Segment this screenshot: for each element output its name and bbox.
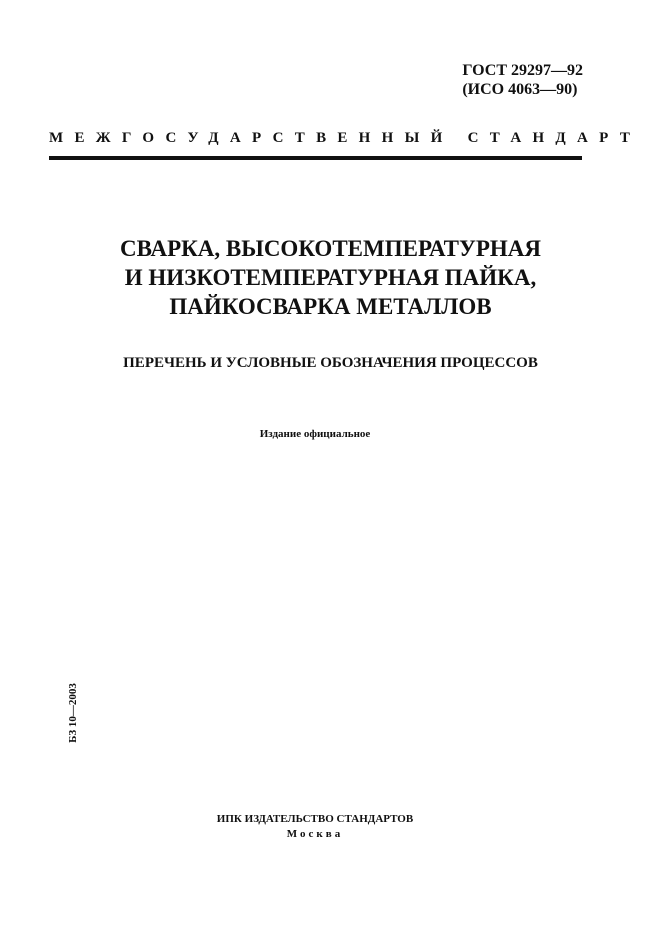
- document-subtitle: ПЕРЕЧЕНЬ И УСЛОВНЫЕ ОБОЗНАЧЕНИЯ ПРОЦЕССОВ: [123, 355, 538, 371]
- document-title: [0, 234, 661, 321]
- title-line-2: И НИЗКОТЕМПЕРАТУРНАЯ ПАЙКА,: [124, 265, 537, 290]
- standard-type-heading: [49, 130, 642, 147]
- side-code: БЗ 10—2003: [67, 683, 79, 743]
- document-number: [462, 61, 583, 99]
- gost-number: ГОСТ 29297—92: [462, 62, 583, 79]
- title-line-1: СВАРКА, ВЫСОКОТЕМПЕРАТУРНАЯ: [119, 236, 542, 261]
- publisher-city: Москва: [286, 828, 344, 840]
- header-divider: [49, 156, 582, 160]
- standard-type-word-2: СТАНДАРТ: [467, 130, 642, 146]
- title-line-3: ПАЙКОСВАРКА МЕТАЛЛОВ: [169, 294, 492, 319]
- publisher-block: [0, 812, 630, 842]
- standard-type-word-1: МЕЖГОСУДАРСТВЕННЫЙ: [49, 130, 454, 146]
- iso-number: (ИСО 4063—90): [462, 81, 578, 98]
- publisher-name: ИПК ИЗДАТЕЛЬСТВО СТАНДАРТОВ: [216, 813, 414, 825]
- edition-note: Издание официальное: [259, 428, 371, 440]
